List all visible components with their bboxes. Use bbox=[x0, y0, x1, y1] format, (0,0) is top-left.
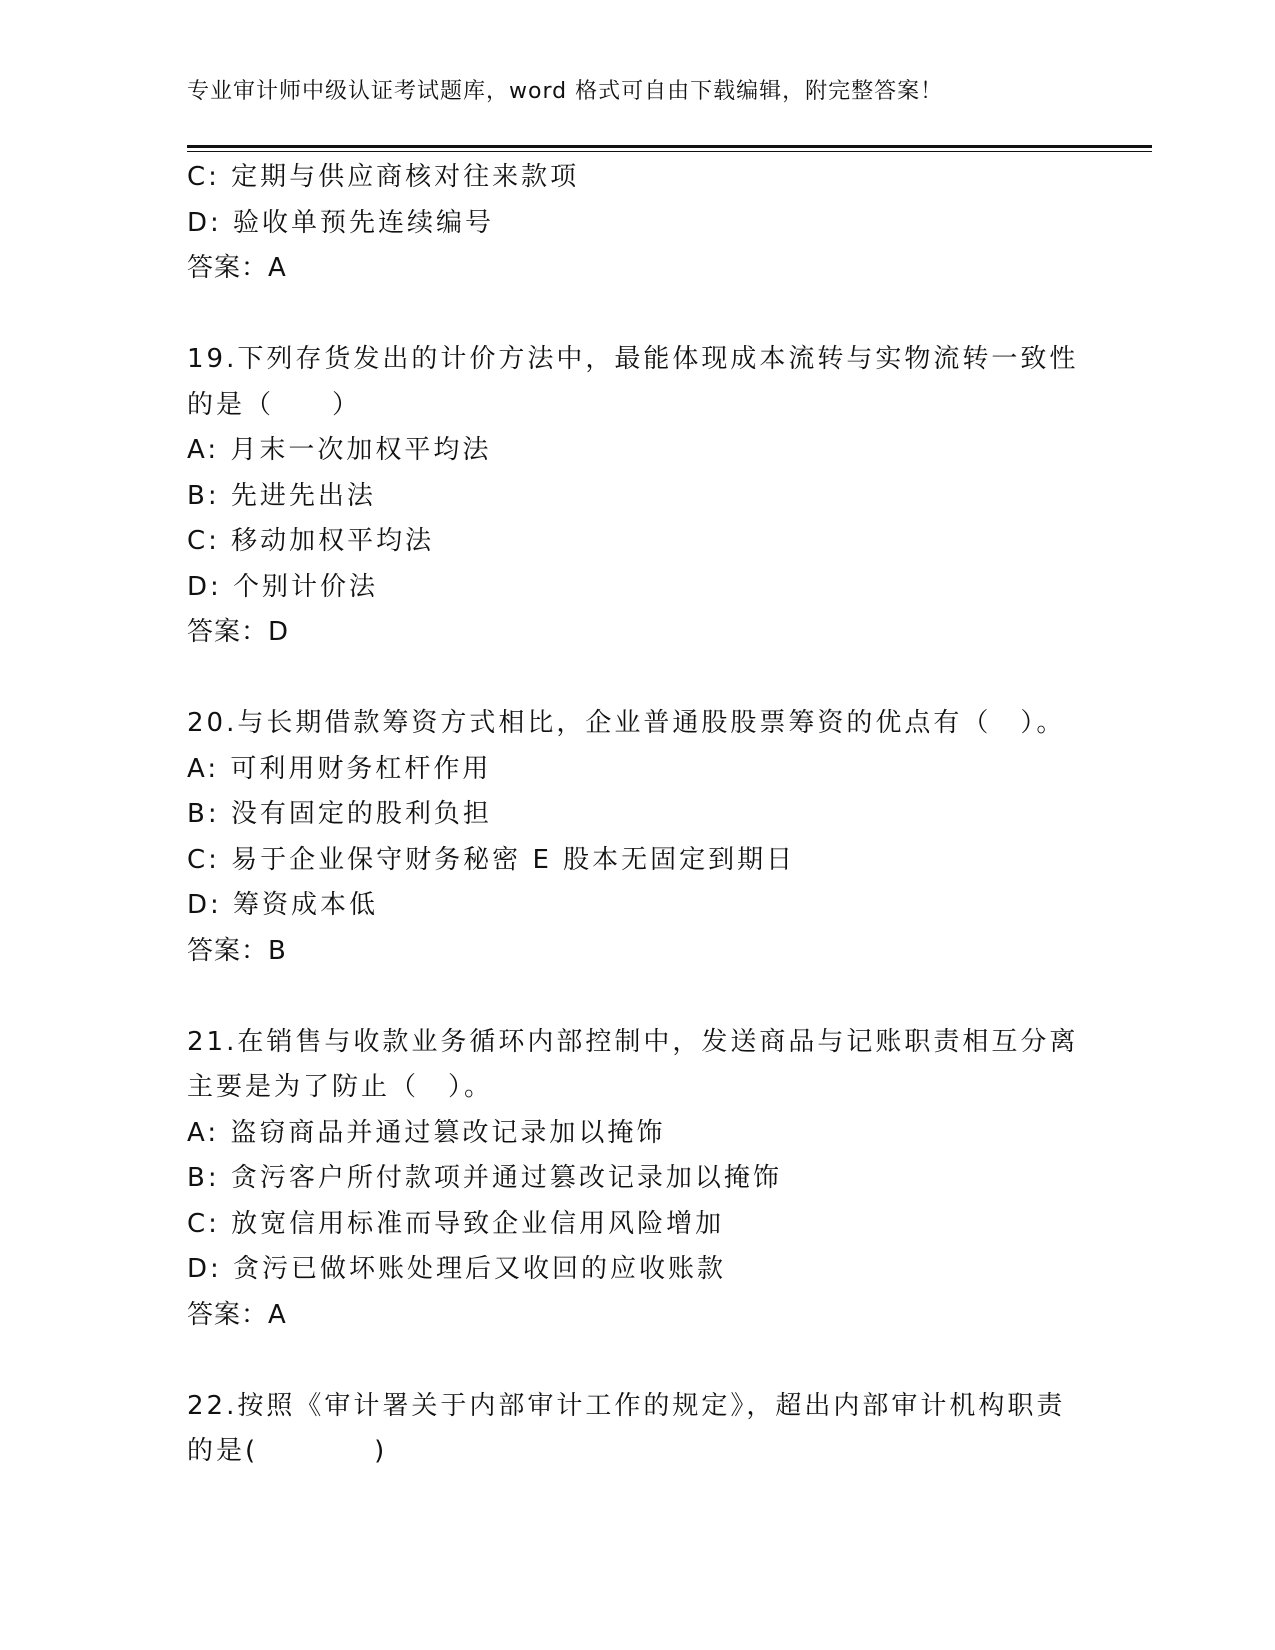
previous-question-block bbox=[187, 155, 1087, 292]
option-d: D: 筹资成本低 bbox=[187, 890, 379, 920]
spacer bbox=[187, 974, 1087, 1020]
option-a: A: 月末一次加权平均法 bbox=[187, 435, 492, 465]
option-d: D: 个别计价法 bbox=[187, 571, 379, 602]
question-stem: 主要是为了防止（ ）。 bbox=[187, 1072, 494, 1102]
spacer bbox=[187, 292, 1087, 338]
spacer bbox=[187, 1338, 1087, 1384]
spacer bbox=[187, 656, 1087, 702]
option-d: D: 验收单预先连续编号 bbox=[187, 207, 495, 238]
option-a: A: 可利用财务杠杆作用 bbox=[187, 753, 492, 784]
question-stem: 21.在销售与收款业务循环内部控制中，发送商品与记账职责相互分离 bbox=[187, 1026, 1079, 1057]
question-20 bbox=[187, 701, 1087, 974]
option-c: C: 易于企业保守财务秘密 E 股本无固定到期日 bbox=[187, 844, 796, 875]
answer-line: 答案：B bbox=[187, 935, 287, 966]
option-d: D: 贪污已做坏账处理后又收回的应收账款 bbox=[187, 1254, 727, 1284]
header-rule-thick bbox=[187, 145, 1152, 148]
page-header: 专业审计师中级认证考试题库，word 格式可自由下载编辑，附完整答案！ bbox=[187, 79, 944, 104]
answer-line: 答案：A bbox=[187, 253, 287, 283]
option-b: B: 贪污客户所付款项并通过篡改记录加以掩饰 bbox=[187, 1163, 782, 1193]
question-22 bbox=[187, 1384, 1087, 1475]
header-rule-thin bbox=[187, 151, 1152, 152]
answer-line: 答案：D bbox=[187, 617, 290, 647]
question-stem: 19.下列存货发出的计价方法中，最能体现成本流转与实物流转一致性 bbox=[187, 344, 1079, 374]
question-stem: 的是（ ） bbox=[187, 389, 362, 420]
question-stem: 的是( ) bbox=[187, 1436, 388, 1466]
question-stem: 22.按照《审计署关于内部审计工作的规定》，超出内部审计机构职责 bbox=[187, 1390, 1066, 1421]
question-stem: 20.与长期借款筹资方式相比，企业普通股股票筹资的优点有（ ）。 bbox=[187, 708, 1066, 738]
option-b: B: 先进先出法 bbox=[187, 480, 376, 511]
option-c: C: 定期与供应商核对往来款项 bbox=[187, 162, 580, 192]
option-c: C: 放宽信用标准而导致企业信用风险增加 bbox=[187, 1208, 725, 1239]
option-c: C: 移动加权平均法 bbox=[187, 526, 435, 556]
question-21 bbox=[187, 1020, 1087, 1339]
question-19 bbox=[187, 337, 1087, 656]
answer-line: 答案：A bbox=[187, 1299, 287, 1330]
option-b: B: 没有固定的股利负担 bbox=[187, 799, 492, 829]
document-body bbox=[187, 155, 1087, 1475]
option-a: A: 盗窃商品并通过篡改记录加以掩饰 bbox=[187, 1117, 666, 1148]
